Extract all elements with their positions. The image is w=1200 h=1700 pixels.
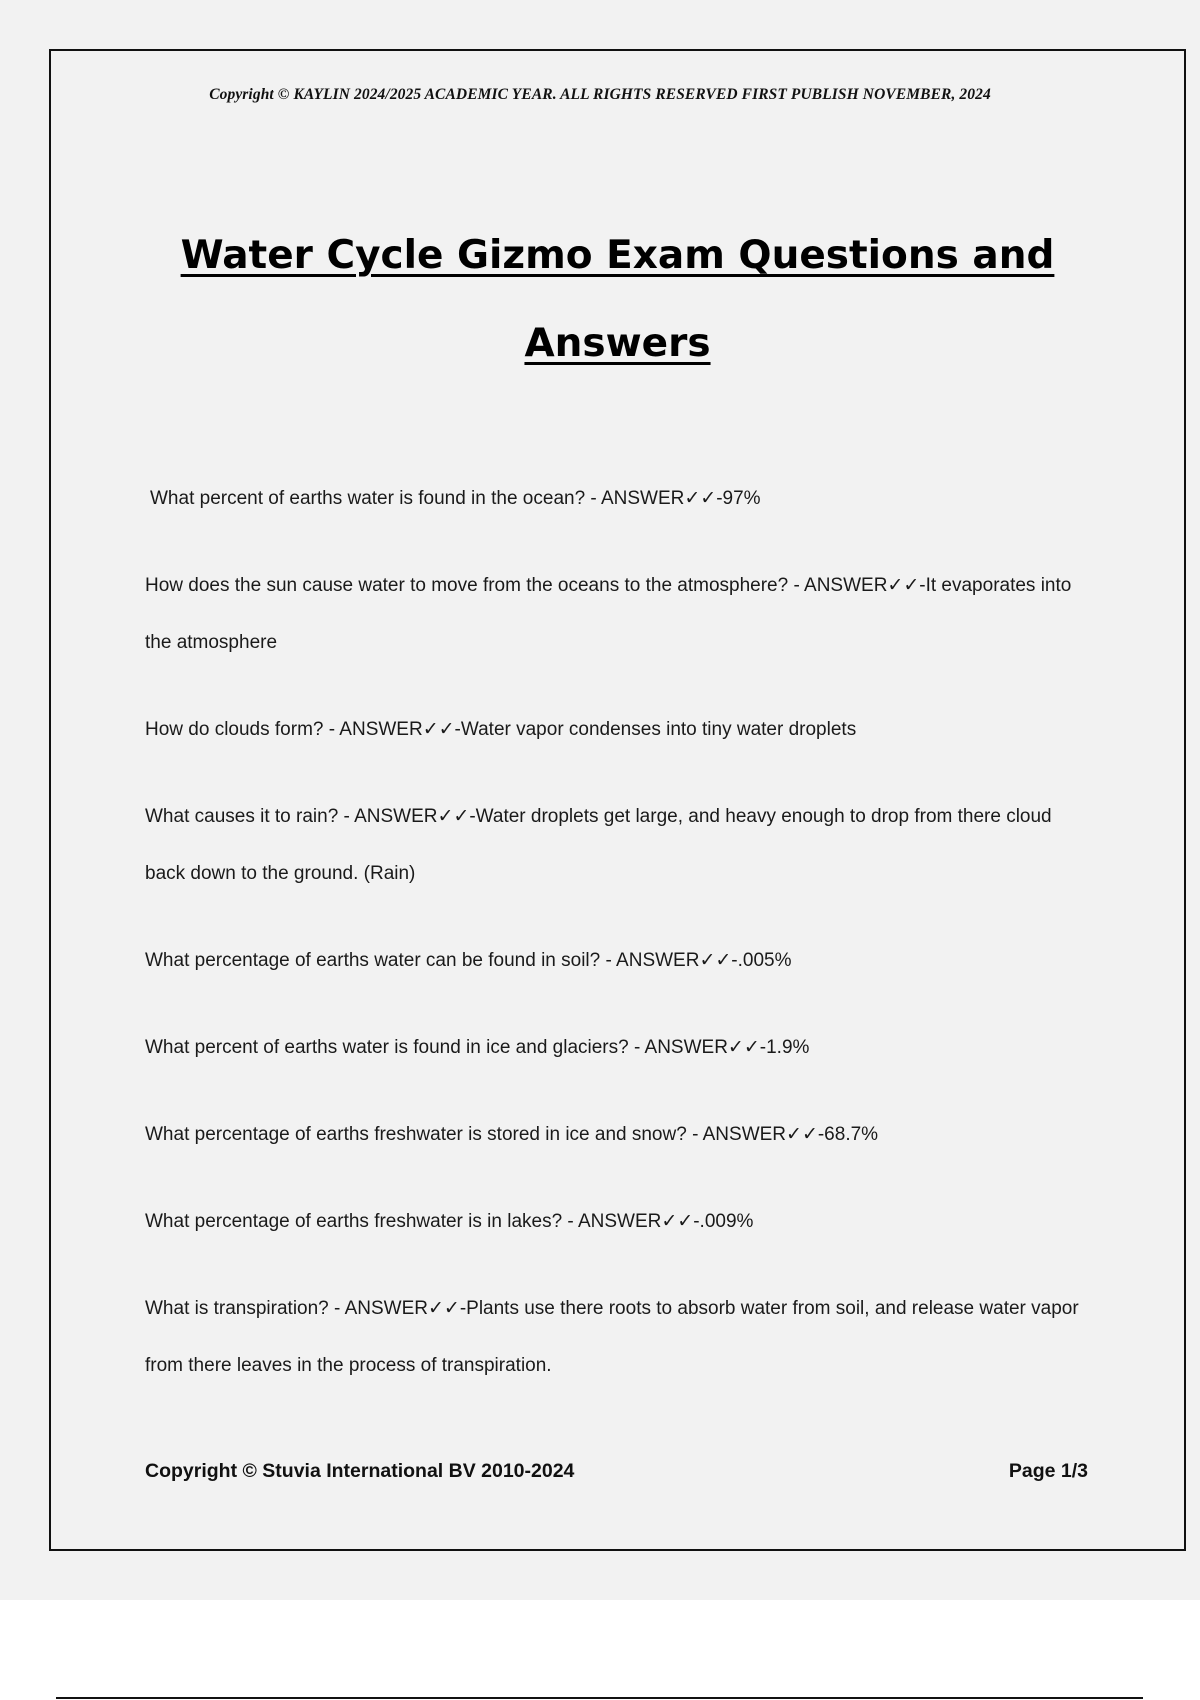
qa-item: What percentage of earths freshwater is in lakes? - ANSWER✓✓-.009%	[145, 1211, 754, 1232]
footer-copyright: Copyright © Stuvia International BV 2010-2024	[145, 1460, 575, 1482]
document-title	[120, 212, 1115, 388]
qa-item: What percentage of earths freshwater is stored in ice and snow? - ANSWER✓✓-68.7%	[145, 1124, 879, 1145]
qa-list	[145, 470, 1095, 1424]
qa-item: What percentage of earths water can be found in soil? - ANSWER✓✓-.005%	[145, 950, 792, 971]
qa-item: How do clouds form? - ANSWER✓✓-Water vapor condenses into tiny water droplets	[145, 719, 857, 740]
document-title-text: Water Cycle Gizmo Exam Questions and Answers	[180, 233, 1055, 366]
qa-item: What is transpiration? - ANSWER✓✓-Plants use there roots to absorb water from soil, and release water vapor from there leaves in the process of transpiration.	[145, 1298, 1079, 1376]
qa-item: What percent of earths water is found in the ocean? - ANSWER✓✓-97%	[150, 488, 761, 509]
next-page-top-rule	[56, 1697, 1143, 1699]
qa-item: What percent of earths water is found in ice and glaciers? - ANSWER✓✓-1.9%	[145, 1037, 810, 1058]
qa-item: How does the sun cause water to move from the oceans to the atmosphere? - ANSWER✓✓-It evaporates into the atmosphere	[145, 575, 1072, 653]
page-number: Page 1/3	[1008, 1460, 1088, 1482]
header-copyright: Copyright © KAYLIN 2024/2025 ACADEMIC YEAR. ALL RIGHTS RESERVED FIRST PUBLISH NOVEMBER, 2024	[209, 86, 991, 103]
qa-item: What causes it to rain? - ANSWER✓✓-Water droplets get large, and heavy enough to drop from there cloud back down to the ground. (Rain)	[145, 806, 1052, 884]
